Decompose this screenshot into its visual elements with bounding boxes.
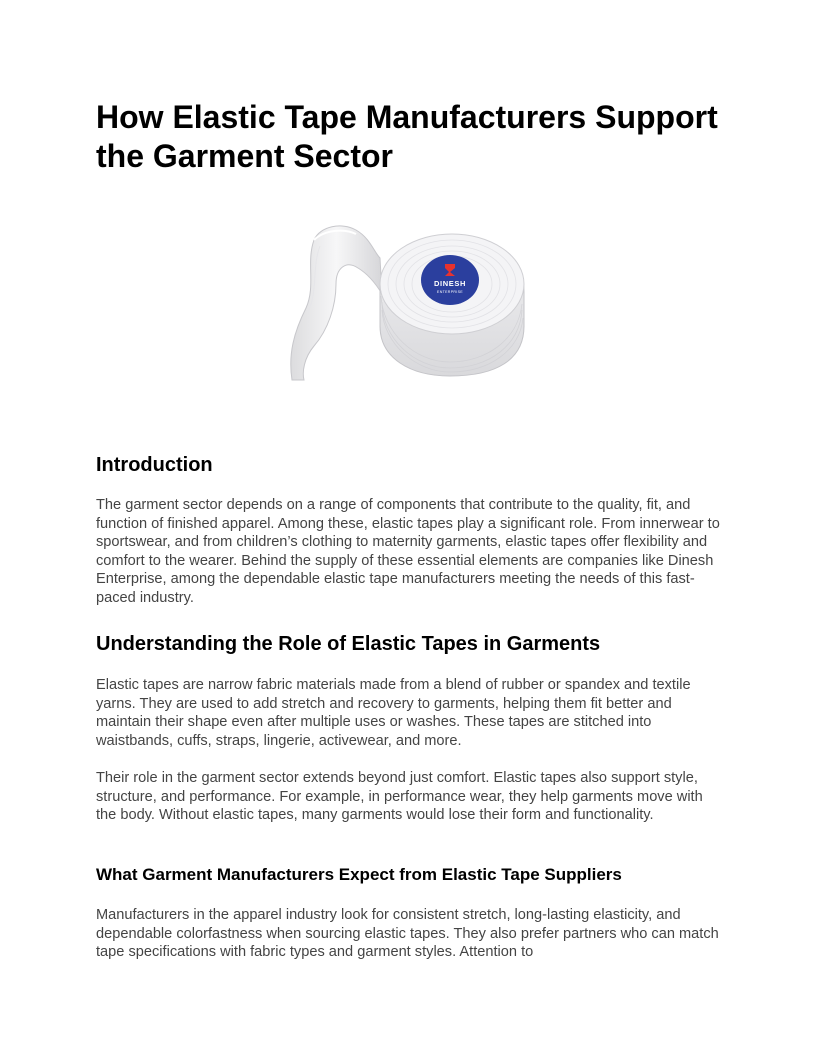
loose-ribbon — [291, 226, 382, 380]
brand-name: DINESH — [434, 279, 466, 288]
intro-paragraph: The garment sector depends on a range of components that contribute to the quality, fit, and function of finished apparel. Among these, elastic tapes play a significant role. From innerwear to sportswear, and from children’s clothing to maternity garments, elastic tapes offer flexibility and comfort to the wearer. Behind the supply of these essential elements are companies like Dinesh Enterprise, among the dependable elastic tape manufacturers meeting the needs of this fast-paced industry. — [96, 497, 720, 606]
section-heading-introduction: Introduction — [96, 454, 213, 476]
elastic-tape-roll-image — [284, 222, 534, 384]
article-title: How Elastic Tape Manufacturers Support the Garment Sector — [96, 99, 718, 174]
role-paragraph-2: Their role in the garment sector extends beyond just comfort. Elastic tapes also support style, structure, and performance. For example, in performance wear, they help garments move with the body. Without elastic tapes, many garments would lose their form and functionality. — [96, 770, 703, 823]
section-heading-expectations: What Garment Manufacturers Expect from Elastic Tape Suppliers — [96, 865, 622, 884]
brand-subname: ENTERPRISE — [437, 290, 463, 294]
section-heading-role: Understanding the Role of Elastic Tapes in Garments — [96, 633, 601, 655]
role-paragraph-1: Elastic tapes are narrow fabric materials made from a blend of rubber or spandex and textile yarns. They are used to add stretch and recovery to garments, helping them fit better and maintain their shape even after multiple uses or washes. These tapes are stitched into waistbands, cuffs, straps, lingerie, activewear, and more. — [96, 677, 691, 749]
expectations-paragraph: Manufacturers in the apparel industry look for consistent stretch, long-lasting elasticity, and dependable colorfastness when sourcing elastic tapes. They also prefer partners who can match tape specifications with fabric types and garment styles. Attention to — [96, 907, 719, 960]
